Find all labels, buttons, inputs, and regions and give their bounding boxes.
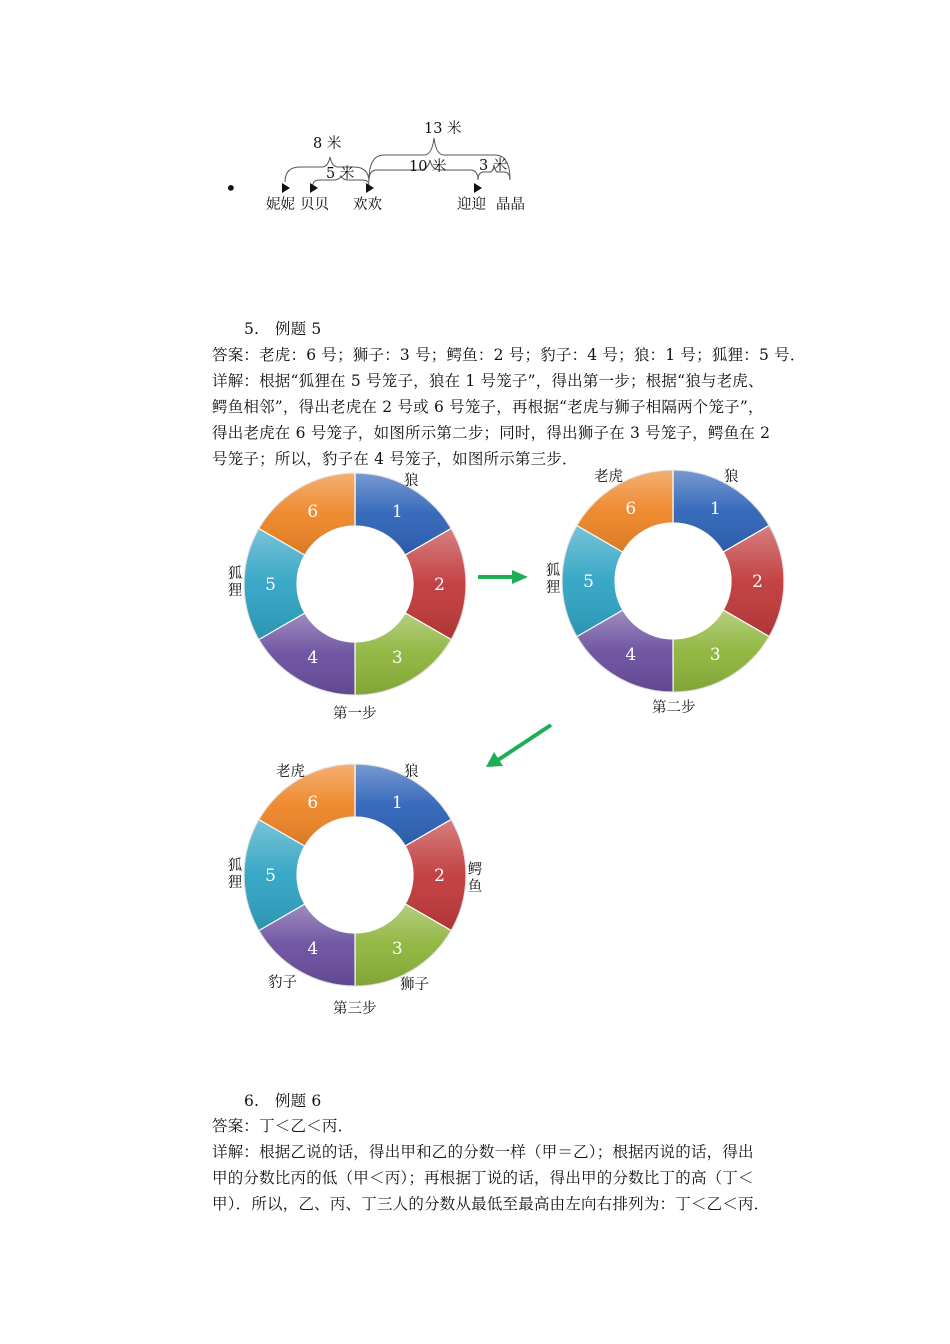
label-8m: 8 米: [313, 136, 342, 152]
label-13m: 13 米: [424, 121, 462, 137]
ring-segment-number: 1: [391, 792, 403, 813]
step2-label-fox: 狐狸: [545, 563, 561, 596]
example6-body: [212, 1113, 769, 1217]
ring-segment-number: 4: [625, 645, 637, 666]
ring-segment-number: 1: [709, 498, 721, 519]
step1-label-wolf: 狼: [404, 473, 419, 489]
ring-segment-number: 3: [709, 645, 721, 666]
ring-segment-number: 1: [391, 501, 403, 522]
step3-label-fox: 狐狸: [227, 858, 243, 891]
name-nini: 妮妮: [266, 197, 295, 213]
arrow-down-left-icon: [486, 725, 551, 767]
step3-label-lion: 狮子: [400, 977, 429, 993]
example5-detail-line: 详解：根据“狐狸在 5 号笼子，狼在 1 号笼子”，得出第一步；根据“狼与老虎、: [212, 372, 764, 390]
ring-segment-number: 5: [265, 866, 276, 886]
ring-segment-number: 6: [307, 501, 319, 522]
label-10m: 10 米: [409, 159, 447, 175]
ring-segment-number: 6: [625, 498, 637, 519]
ring-step2: [562, 470, 784, 692]
ring-step1: [244, 473, 466, 695]
step1-label-fox: 狐狸: [227, 566, 243, 599]
ring-segment-number: 2: [434, 575, 445, 595]
step3-label-croc: 鳄鱼: [467, 862, 483, 895]
name-beibei: 贝贝: [300, 197, 329, 213]
name-huanhuan: 欢欢: [353, 197, 382, 213]
example5-answer: 答案：老虎：6 号；狮子：3 号；鳄鱼：2 号；豹子：4 号；狼：1 号；狐狸：5 号．: [212, 346, 806, 364]
example5-heading: 5. 例题 5: [244, 320, 322, 338]
example6-answer: 答案：丁＜乙＜丙．: [212, 1117, 354, 1135]
ring-segment-number: 4: [307, 648, 319, 669]
example6-detail-line: 详解：根据乙说的话，得出甲和乙的分数一样（甲＝乙）；根据丙说的话，得出: [212, 1143, 754, 1161]
arrow-right-icon: [478, 570, 528, 584]
example6-heading: 6. 例题 6: [244, 1092, 322, 1110]
example6-detail-line: 甲）．所以，乙、丙、丁三人的分数从最低至最高由左向右排列为：丁＜乙＜丙．: [212, 1195, 770, 1213]
ring-segment-number: 3: [391, 648, 403, 669]
ring-segment-number: 5: [583, 572, 594, 592]
label-5m: 5 米: [326, 166, 355, 182]
name-jingjing: 晶晶: [496, 197, 525, 213]
step3-label-leopard: 豹子: [268, 975, 297, 991]
example5-detail-line: 号笼子；所以，豹子在 4 号笼子，如图所示第三步．: [212, 450, 578, 468]
bullet: •: [225, 176, 237, 200]
label-3m: 3 米: [479, 158, 508, 174]
step3-label-tiger: 老虎: [276, 764, 305, 780]
step2-label-wolf: 狼: [724, 469, 739, 485]
name-yingying: 迎迎: [457, 197, 486, 213]
ring-segment-number: 2: [752, 572, 763, 592]
example5-detail-line: 得出老虎在 6 号笼子，如图所示第二步；同时，得出狮子在 3 号笼子，鳄鱼在 2: [212, 424, 771, 442]
ring-segment-number: 6: [307, 792, 319, 813]
example5-detail-line: 鳄鱼相邻”，得出老虎在 2 号或 6 号笼子，再根据“老虎与狮子相隔两个笼子”，: [212, 398, 764, 416]
ring-segment-number: 2: [434, 866, 445, 886]
ring-step3: [244, 764, 466, 986]
ring-segment-number: 5: [265, 575, 276, 595]
step3-label-wolf: 狼: [404, 764, 419, 780]
step1-caption: 第一步: [333, 706, 377, 722]
step2-label-tiger: 老虎: [594, 469, 623, 485]
step3-caption: 第三步: [333, 1001, 377, 1017]
step2-caption: 第二步: [652, 700, 696, 716]
ring-segment-number: 4: [307, 939, 319, 960]
example6-detail-line: 甲的分数比丙的低（甲＜丙）；再根据丁说的话，得出甲的分数比丁的高（丁＜: [212, 1169, 754, 1187]
ring-segment-number: 3: [391, 939, 403, 960]
